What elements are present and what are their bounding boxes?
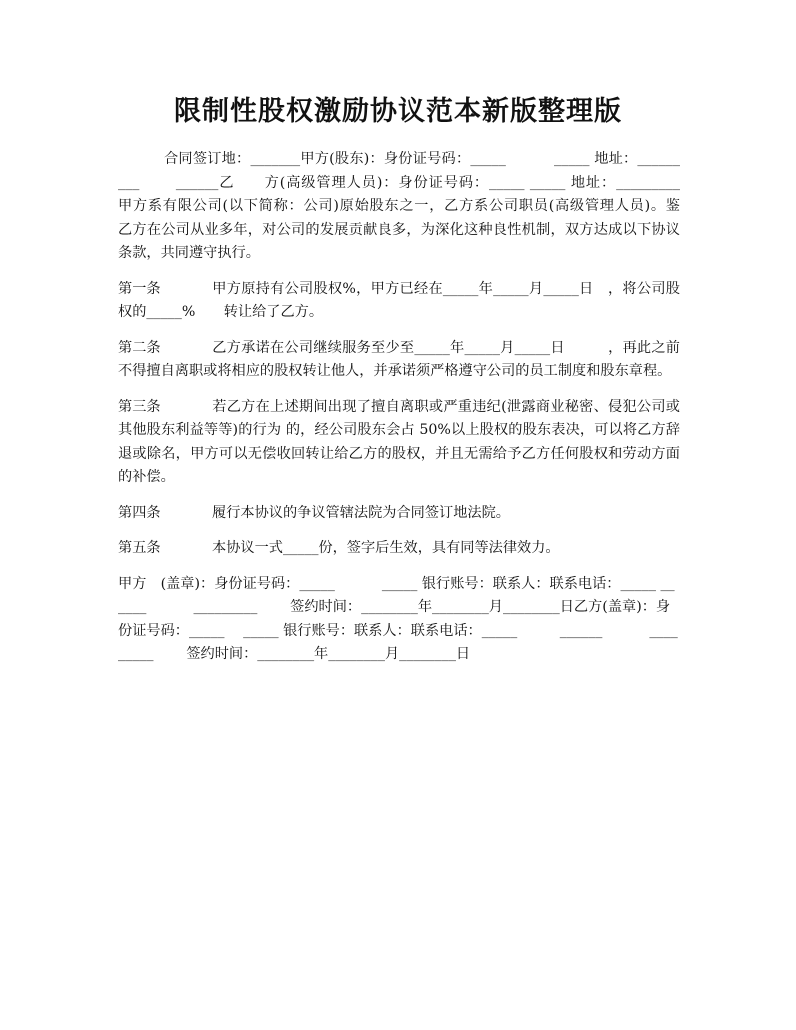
article-2-text: 乙方承诺在公司继续服务至少至_____年_____月_____日 ，再此之前不得擅自离职或将相应的股权转让他人，并承诺须严格遵守公司的员工制度和股东章程。 [118,339,680,379]
article-3-text: 若乙方在上述期间出现了擅自离职或严重违纪(泄露商业秘密、侵犯公司或其他股东利益等等)的行为 的，经公司股东会占 50%以上股权的股东表决，可以将乙方辞退或除名，甲方可以无偿收回转让给乙方的股权，并且无需给予乙方任何股权和劳动方面的补偿。 [118,398,680,485]
article-2 [118,337,680,384]
article-4-label: 第四条 [118,504,161,521]
article-3-label: 第三条 [118,398,161,415]
article-1-label: 第一条 [118,280,161,297]
article-1-text: 甲方原持有公司股权%，甲方已经在_____年_____月_____日 ，将公司股权的_____% 转让给了乙方。 [118,280,680,320]
article-3 [118,396,680,490]
article-4 [118,502,680,526]
article-2-label: 第二条 [118,339,161,356]
article-1 [118,278,680,325]
document-body [118,148,723,667]
article-5-text: 本协议一式_____份，签字后生效，具有同等法律效力。 [212,540,560,556]
article-5-label: 第五条 [118,540,161,556]
preamble-paragraph: 合同签订地：_______甲方(股东)：身份证号码：_____ _____ 地址：_________ ______乙 方(高级管理人员)：身份证号码：_____ _____ 地址：_________ 甲方系有限公司(以下简称：公司)原始股东之一，乙方系公司职员(高级管理人员)。鉴 乙方在公司从业多年，对公司的发展贡献良多，为深化这种良性机制，双方达成以下协议条款，共同遵守执行。 [118,151,723,261]
article-4-text: 履行本协议的争议管辖法院为合同签订地法院。 [212,504,510,521]
signature-block: 甲方 (盖章)：身份证号码：_____ _____ 银行账号：联系人：联系电话：_____ ______ _________ 签约时间：________年________月________日乙方(盖章)：身份证号码：_____ _____ 银行账号：联系人：联系电话：_____ ______ _________ 签约时间：________年________月________日 [118,575,678,662]
article-5 [118,537,680,561]
document-title: 限制性股权激励协议范本新版整理版 [174,96,622,127]
